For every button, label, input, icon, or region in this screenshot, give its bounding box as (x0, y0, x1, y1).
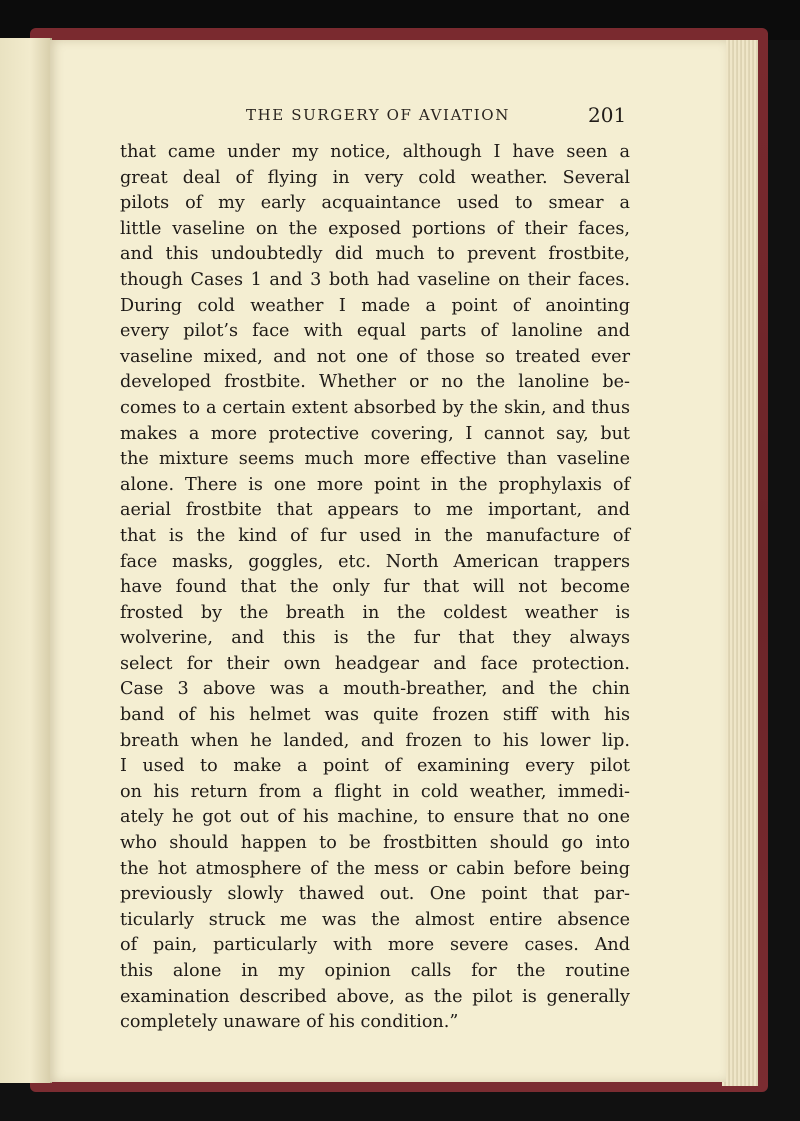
text-line: every pilot’s face with equal parts of lanoline and (120, 321, 630, 342)
text-line: the mixture seems much more effective than vaseline (120, 449, 630, 470)
text-line: frosted by the breath in the coldest weather is (120, 602, 630, 623)
left-page-edge (0, 38, 52, 1083)
text-line: completely unaware of his condition.” (120, 1012, 459, 1033)
text-line: this alone in my opinion calls for the routine (120, 961, 630, 981)
text-line: wolverine, and this is the fur that they always (120, 628, 630, 649)
text-line: makes a more protective covering, I cannot say, but (120, 423, 630, 444)
text-line: band of his helmet was quite frozen stiff with his (120, 705, 630, 726)
text-line: alone. There is one more point in the prophylaxis of (120, 474, 630, 495)
text-line: little vaseline on the exposed portions of their faces, (120, 218, 630, 239)
text-line: have found that the only fur that will not become (120, 577, 630, 598)
text-line: examination described above, as the pilot is generally (120, 986, 630, 1007)
text-line: who should happen to be frostbitten should go into (120, 833, 630, 854)
text-line: the hot atmosphere of the mess or cabin before being (120, 858, 630, 879)
book-page (50, 40, 726, 1082)
text-line: on his return from a flight in cold weather, immedi- (120, 781, 630, 802)
text-line: great deal of flying in very cold weather. Several (120, 167, 630, 188)
text-line: I used to make a point of examining every pilot (120, 756, 630, 777)
text-line: select for their own headgear and face protection. (120, 653, 630, 674)
text-line: aerial frostbite that appears to me important, and (120, 500, 630, 521)
running-head: THE SURGERY OF AVIATION (246, 106, 510, 124)
page-number: 201 (588, 103, 627, 127)
text-line: vaseline mixed, and not one of those so treated ever (120, 346, 630, 367)
text-line: of pain, particularly with more severe cases. And (120, 935, 630, 956)
text-line: and this undoubtedly did much to prevent frostbite, (120, 244, 630, 265)
page-header (50, 103, 726, 132)
text-line: though Cases 1 and 3 both had vaseline on their faces. (120, 269, 630, 290)
text-line: that came under my notice, although I have seen a (120, 142, 630, 162)
text-line: developed frostbite. Whether or no the lanoline be- (120, 372, 630, 393)
text-line: Case 3 above was a mouth-breather, and the chin (120, 679, 630, 700)
text-line: ately he got out of his machine, to ensure that no one (120, 807, 630, 828)
text-line: During cold weather I made a point of anointing (120, 295, 630, 316)
text-line: breath when he landed, and frozen to his lower lip. (120, 730, 630, 751)
text-line: previously slowly thawed out. One point that par- (120, 884, 630, 905)
text-line: comes to a certain extent absorbed by the skin, and thus (120, 397, 630, 418)
text-line: ticularly struck me was the almost entire absence (120, 909, 630, 930)
text-line: pilots of my early acquaintance used to smear a (120, 193, 630, 214)
text-line: that is the kind of fur used in the manufacture of (120, 525, 630, 546)
body-text (120, 140, 630, 1036)
page-edges (722, 40, 758, 1086)
text-line: face masks, goggles, etc. North American trappers (120, 551, 630, 572)
